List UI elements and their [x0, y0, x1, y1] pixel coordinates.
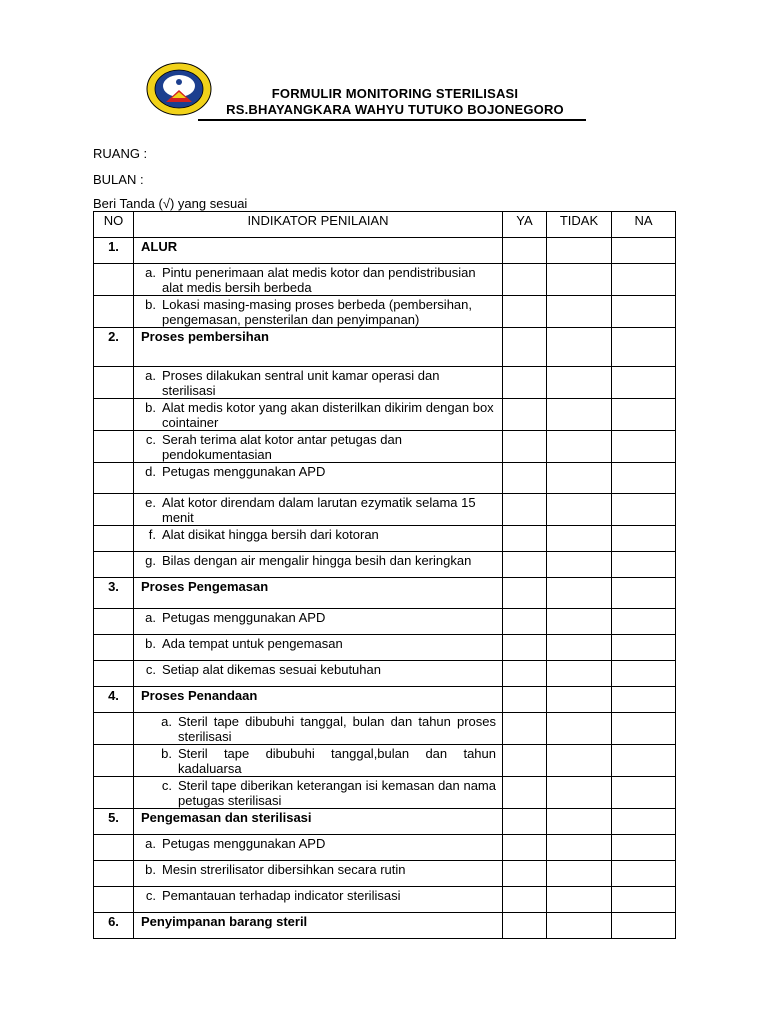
- item-row: [94, 745, 676, 777]
- section-row: [94, 328, 676, 367]
- row-number: [94, 745, 134, 777]
- row-number: [94, 552, 134, 578]
- hospital-name: RS.BHAYANGKARA WAHYU TUTUKO BOJONEGORO: [226, 102, 564, 117]
- indicator-cell: [134, 296, 503, 328]
- indicator-text: Petugas menggunakan APD: [162, 836, 326, 851]
- item-marker: b.: [145, 862, 156, 877]
- row-number: 2.: [94, 328, 134, 367]
- row-number: 5.: [94, 809, 134, 835]
- check-cell-na[interactable]: [612, 887, 676, 913]
- check-cell-na[interactable]: [612, 809, 676, 835]
- item-marker: c.: [145, 888, 156, 903]
- row-number: [94, 431, 134, 463]
- indicator-text: Pintu penerimaan alat medis kotor dan pendistribusian alat medis bersih berbeda: [162, 265, 476, 295]
- check-cell-tidak[interactable]: [547, 835, 612, 861]
- indicator-text: Steril tape diberikan keterangan isi kemasan dan nama petugas sterilisasi: [178, 778, 496, 808]
- item-row: [94, 367, 676, 399]
- indicator-cell: [134, 861, 503, 887]
- checklist-table: [93, 211, 676, 939]
- check-cell-tidak[interactable]: [547, 463, 612, 494]
- item-marker: f.: [148, 527, 156, 542]
- item-row: [94, 399, 676, 431]
- check-cell-na[interactable]: [612, 777, 676, 809]
- check-cell-ya[interactable]: [503, 661, 547, 687]
- row-number: [94, 367, 134, 399]
- check-cell-na[interactable]: [612, 578, 676, 609]
- check-cell-ya[interactable]: [503, 777, 547, 809]
- item-row: [94, 431, 676, 463]
- item-marker: c.: [145, 432, 156, 447]
- item-row: [94, 861, 676, 887]
- row-number: [94, 463, 134, 494]
- check-cell-tidak[interactable]: [547, 264, 612, 296]
- row-number: [94, 713, 134, 745]
- row-number: [94, 661, 134, 687]
- check-cell-na[interactable]: [612, 238, 676, 264]
- check-cell-ya[interactable]: [503, 494, 547, 526]
- row-number: [94, 399, 134, 431]
- indicator-text: Proses dilakukan sentral unit kamar operasi dan sterilisasi: [162, 368, 440, 398]
- item-marker: c.: [161, 778, 172, 793]
- item-marker: b.: [145, 297, 156, 312]
- item-marker: c.: [145, 662, 156, 677]
- check-cell-tidak[interactable]: [547, 238, 612, 264]
- item-marker: a.: [145, 368, 156, 383]
- check-cell-tidak[interactable]: [547, 745, 612, 777]
- check-cell-tidak[interactable]: [547, 635, 612, 661]
- item-marker: a.: [145, 610, 156, 625]
- check-cell-ya[interactable]: [503, 609, 547, 635]
- row-number: [94, 861, 134, 887]
- check-cell-ya[interactable]: [503, 913, 547, 939]
- check-cell-na[interactable]: [612, 609, 676, 635]
- check-cell-na[interactable]: [612, 713, 676, 745]
- indicator-cell: [134, 745, 503, 777]
- indicator-cell: [134, 431, 503, 463]
- indicator-cell: [134, 713, 503, 745]
- indicator-text: Alat kotor direndam dalam larutan ezymatik selama 15 menit: [162, 495, 476, 525]
- indicator-cell: [134, 463, 503, 494]
- row-number: [94, 296, 134, 328]
- item-marker: b.: [161, 746, 172, 761]
- check-cell-ya[interactable]: [503, 431, 547, 463]
- table-header-row: [94, 212, 676, 238]
- check-cell-na[interactable]: [612, 264, 676, 296]
- item-row: [94, 264, 676, 296]
- indicator-text: Mesin strerilisator dibersihkan secara rutin: [162, 862, 406, 877]
- indicator-text: Pemantauan terhadap indicator sterilisasi: [162, 888, 401, 903]
- row-number: 3.: [94, 578, 134, 609]
- row-number: [94, 887, 134, 913]
- check-cell-na[interactable]: [612, 661, 676, 687]
- check-cell-na[interactable]: [612, 835, 676, 861]
- indicator-text: Petugas menggunakan APD: [162, 610, 326, 625]
- check-cell-ya[interactable]: [503, 861, 547, 887]
- check-cell-ya[interactable]: [503, 367, 547, 399]
- item-marker: g.: [145, 553, 156, 568]
- row-number: [94, 264, 134, 296]
- check-cell-ya[interactable]: [503, 887, 547, 913]
- check-cell-tidak[interactable]: [547, 526, 612, 552]
- check-cell-na[interactable]: [612, 552, 676, 578]
- header-tidak: TIDAK: [547, 212, 612, 238]
- check-cell-ya[interactable]: [503, 526, 547, 552]
- section-label: Penyimpanan barang steril: [134, 913, 503, 939]
- header-ya: YA: [503, 212, 547, 238]
- row-number: [94, 835, 134, 861]
- check-cell-na[interactable]: [612, 328, 676, 367]
- check-cell-tidak[interactable]: [547, 399, 612, 431]
- indicator-cell: [134, 367, 503, 399]
- indicator-cell: [134, 835, 503, 861]
- item-row: [94, 713, 676, 745]
- section-label: ALUR: [134, 238, 503, 264]
- indicator-cell: [134, 887, 503, 913]
- header-na: NA: [612, 212, 676, 238]
- item-row: [94, 552, 676, 578]
- indicator-text: Lokasi masing-masing proses berbeda (pembersihan, pengemasan, pensterilan dan penyimpanan): [162, 297, 472, 327]
- row-number: [94, 777, 134, 809]
- row-number: [94, 609, 134, 635]
- indicator-cell: [134, 635, 503, 661]
- check-cell-tidak[interactable]: [547, 713, 612, 745]
- header-indikator: INDIKATOR PENILAIAN: [134, 212, 503, 238]
- check-cell-ya[interactable]: [503, 552, 547, 578]
- indicator-text: Steril tape dibubuhi tanggal, bulan dan tahun proses sterilisasi: [178, 714, 496, 744]
- check-cell-na[interactable]: [612, 494, 676, 526]
- check-cell-ya[interactable]: [503, 687, 547, 713]
- item-marker: a.: [145, 265, 156, 280]
- check-cell-na[interactable]: [612, 635, 676, 661]
- row-number: 6.: [94, 913, 134, 939]
- check-cell-ya[interactable]: [503, 399, 547, 431]
- indicator-cell: [134, 609, 503, 635]
- item-marker: a.: [161, 714, 172, 729]
- row-number: 1.: [94, 238, 134, 264]
- check-cell-na[interactable]: [612, 861, 676, 887]
- indicator-text: Serah terima alat kotor antar petugas dan pendokumentasian: [162, 432, 402, 462]
- item-row: [94, 635, 676, 661]
- check-cell-ya[interactable]: [503, 578, 547, 609]
- row-number: [94, 494, 134, 526]
- indicator-cell: [134, 552, 503, 578]
- item-row: [94, 609, 676, 635]
- check-cell-ya[interactable]: [503, 713, 547, 745]
- check-cell-tidak[interactable]: [547, 913, 612, 939]
- check-cell-ya[interactable]: [503, 463, 547, 494]
- check-cell-ya[interactable]: [503, 835, 547, 861]
- indicator-cell: [134, 399, 503, 431]
- item-marker: d.: [145, 464, 156, 479]
- section-label: Proses Penandaan: [134, 687, 503, 713]
- item-row: [94, 494, 676, 526]
- bulan-field: BULAN :: [93, 172, 144, 187]
- check-cell-tidak[interactable]: [547, 494, 612, 526]
- form-title: FORMULIR MONITORING STERILISASI: [271, 86, 519, 101]
- ruang-field: RUANG :: [93, 146, 148, 161]
- check-cell-na[interactable]: [612, 913, 676, 939]
- check-cell-tidak[interactable]: [547, 296, 612, 328]
- item-row: [94, 463, 676, 494]
- header-no: NO: [94, 212, 134, 238]
- title-underline: [198, 119, 586, 121]
- check-cell-na[interactable]: [612, 526, 676, 552]
- row-number: 4.: [94, 687, 134, 713]
- instruction-text: Beri Tanda (√) yang sesuai: [93, 196, 248, 211]
- check-cell-tidak[interactable]: [547, 887, 612, 913]
- check-cell-ya[interactable]: [503, 328, 547, 367]
- row-number: [94, 526, 134, 552]
- indicator-cell: [134, 777, 503, 809]
- check-cell-na[interactable]: [612, 431, 676, 463]
- check-cell-tidak[interactable]: [547, 809, 612, 835]
- item-row: [94, 661, 676, 687]
- check-cell-ya[interactable]: [503, 745, 547, 777]
- section-row: [94, 913, 676, 939]
- item-row: [94, 777, 676, 809]
- section-row: [94, 238, 676, 264]
- check-cell-na[interactable]: [612, 463, 676, 494]
- indicator-cell: [134, 494, 503, 526]
- check-cell-na[interactable]: [612, 367, 676, 399]
- check-cell-na[interactable]: [612, 296, 676, 328]
- item-marker: b.: [145, 400, 156, 415]
- check-cell-tidak[interactable]: [547, 431, 612, 463]
- check-cell-tidak[interactable]: [547, 578, 612, 609]
- indicator-text: Alat disikat hingga bersih dari kotoran: [162, 527, 379, 542]
- indicator-cell: [134, 526, 503, 552]
- check-cell-tidak[interactable]: [547, 328, 612, 367]
- check-cell-na[interactable]: [612, 745, 676, 777]
- check-cell-tidak[interactable]: [547, 687, 612, 713]
- check-cell-tidak[interactable]: [547, 552, 612, 578]
- item-marker: b.: [145, 636, 156, 651]
- indicator-text: Steril tape dibubuhi tanggal,bulan dan tahun kadaluarsa: [178, 746, 496, 776]
- check-cell-tidak[interactable]: [547, 609, 612, 635]
- indicator-text: Bilas dengan air mengalir hingga besih dan keringkan: [162, 553, 472, 568]
- item-row: [94, 526, 676, 552]
- check-cell-tidak[interactable]: [547, 661, 612, 687]
- check-cell-tidak[interactable]: [547, 367, 612, 399]
- check-cell-na[interactable]: [612, 399, 676, 431]
- indicator-cell: [134, 264, 503, 296]
- section-row: [94, 578, 676, 609]
- section-label: Proses Pengemasan: [134, 578, 503, 609]
- check-cell-tidak[interactable]: [547, 861, 612, 887]
- check-cell-ya[interactable]: [503, 238, 547, 264]
- item-marker: a.: [145, 836, 156, 851]
- indicator-cell: [134, 661, 503, 687]
- section-row: [94, 809, 676, 835]
- row-number: [94, 635, 134, 661]
- check-cell-ya[interactable]: [503, 264, 547, 296]
- indicator-text: Setiap alat dikemas sesuai kebutuhan: [162, 662, 381, 677]
- check-cell-tidak[interactable]: [547, 777, 612, 809]
- item-marker: e.: [145, 495, 156, 510]
- item-row: [94, 887, 676, 913]
- section-label: Proses pembersihan: [134, 328, 503, 367]
- indicator-text: Alat medis kotor yang akan disterilkan dikirim dengan box cointainer: [162, 400, 494, 430]
- check-cell-ya[interactable]: [503, 635, 547, 661]
- indicator-text: Petugas menggunakan APD: [162, 464, 326, 479]
- item-row: [94, 296, 676, 328]
- check-cell-ya[interactable]: [503, 809, 547, 835]
- check-cell-na[interactable]: [612, 687, 676, 713]
- indicator-text: Ada tempat untuk pengemasan: [162, 636, 343, 651]
- item-row: [94, 835, 676, 861]
- section-label: Pengemasan dan sterilisasi: [134, 809, 503, 835]
- check-cell-ya[interactable]: [503, 296, 547, 328]
- section-row: [94, 687, 676, 713]
